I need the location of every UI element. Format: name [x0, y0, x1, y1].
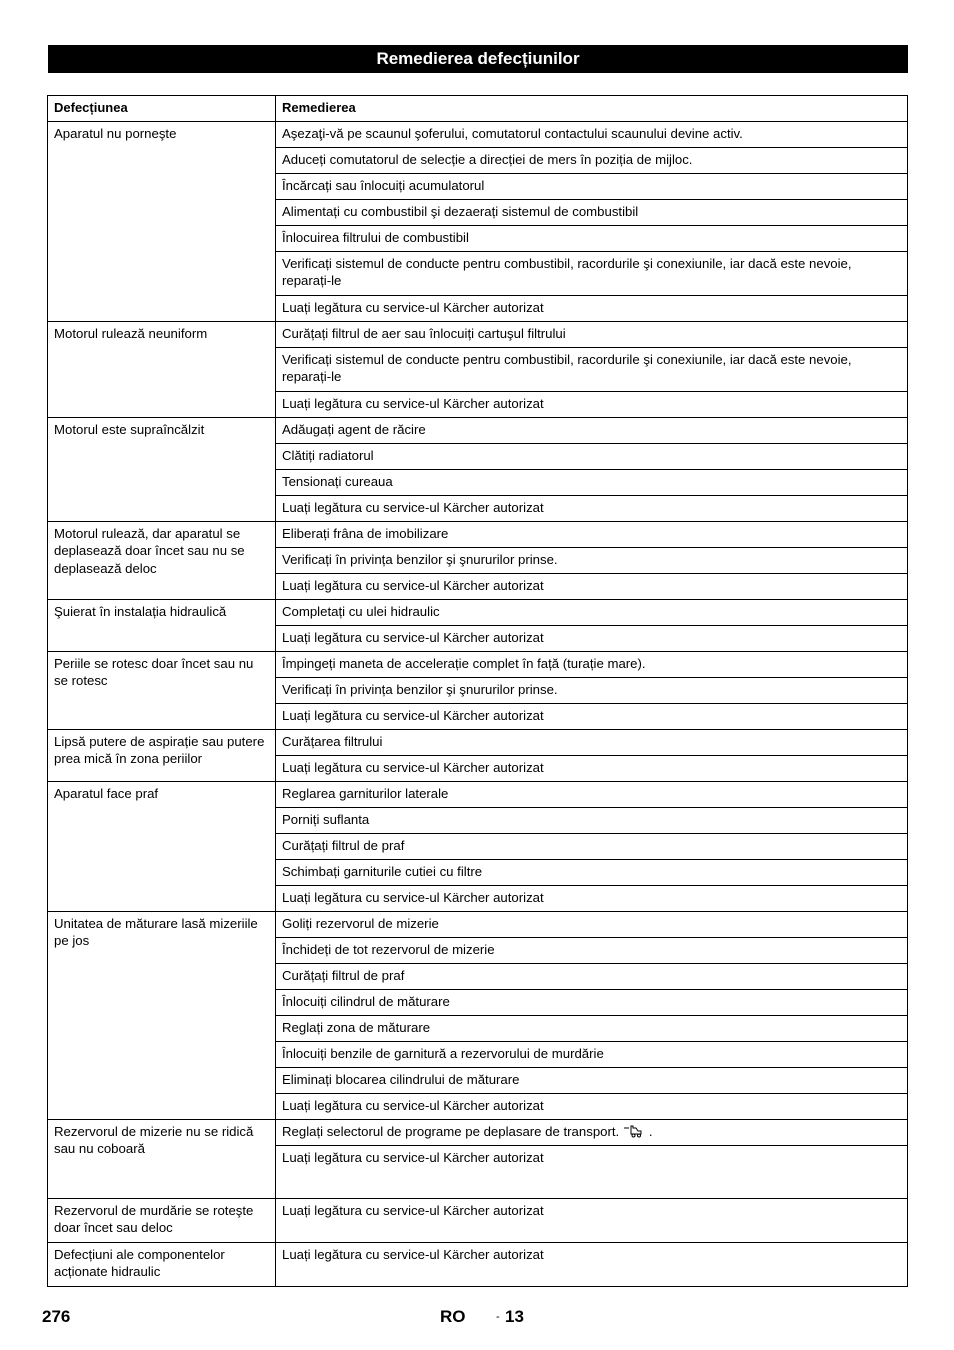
remedy-cell [276, 391, 908, 417]
remedy-cell [276, 703, 908, 729]
remedy-cell: Reglați selectorul de programe pe deplasare de transport. . [276, 1119, 908, 1145]
remedy-cell [276, 121, 908, 147]
remedy-text: Luați legătura cu service-ul Kärcher autorizat [282, 577, 544, 593]
remedy-cell [276, 443, 908, 469]
language-code: RO [440, 1307, 466, 1326]
remedy-cell [276, 833, 908, 859]
remedy-text: Clătiți radiatorul [282, 447, 374, 463]
table-row [48, 417, 908, 443]
remedy-cell [276, 547, 908, 573]
fault-cell: Şuierat în instalația hidraulică [48, 599, 276, 651]
table-row [48, 1119, 908, 1145]
table-row [48, 121, 908, 147]
section-page-number: 13 [505, 1307, 524, 1326]
table-header-row [48, 96, 908, 122]
table-row [48, 781, 908, 807]
remedy-cell [276, 1145, 908, 1198]
remedy-cell [276, 347, 908, 391]
fault-cell: Motorul este supraîncălzit [48, 417, 276, 521]
remedy-cell [276, 963, 908, 989]
transport-mode-icon [623, 1124, 645, 1138]
remedy-cell [276, 1093, 908, 1119]
remedy-text: Închideți de tot rezervorul de mizerie [282, 941, 495, 957]
remedy-cell [276, 573, 908, 599]
table-row [48, 651, 908, 677]
remedy-text: Reglați selectorul de programe pe deplasare de transport. [282, 1123, 620, 1139]
remedy-cell [276, 677, 908, 703]
remedy-text: Înlocuiți benzile de garnitură a rezervorului de murdărie [282, 1045, 604, 1061]
fault-cell: Periile se rotesc doar încet sau nu se rotesc [48, 651, 276, 729]
fault-cell: Lipsă putere de aspirație sau putere prea mică în zona periilor [48, 729, 276, 781]
remedy-text: Luați legătura cu service-ul Kärcher autorizat [282, 299, 544, 315]
remedy-text: Eliberați frâna de imobilizare [282, 525, 449, 541]
fault-cell: Motorul rulează neuniform [48, 321, 276, 417]
remedy-cell [276, 859, 908, 885]
remedy-text: Luați legătura cu service-ul Kärcher autorizat [282, 1097, 544, 1113]
remedy-cell [276, 1242, 908, 1286]
remedy-cell [276, 225, 908, 251]
remedy-text: Completați cu ulei hidraulic [282, 603, 440, 619]
remedy-text: Tensionați cureaua [282, 473, 393, 489]
remedy-text: Luați legătura cu service-ul Kärcher autorizat [282, 629, 544, 645]
remedy-text: Verificați în privința benzilor şi şnururilor prinse. [282, 551, 558, 567]
remedy-text: Curățați filtrul de aer sau înlocuiți cartuşul filtrului [282, 325, 566, 341]
remedy-cell [276, 321, 908, 347]
remedy-text: Reglați zona de măturare [282, 1019, 431, 1035]
remedy-cell [276, 651, 908, 677]
fault-cell: Unitatea de măturare lasă mizeriile pe jos [48, 911, 276, 1119]
remedy-cell [276, 199, 908, 225]
remedy-text: Aduceți comutatorul de selecție a direcției de mers în poziția de mijloc. [282, 151, 693, 167]
remedy-cell [276, 729, 908, 755]
column-header-remedy: Remedierea [276, 96, 908, 122]
remedy-text: Înlocuiți cilindrul de măturare [282, 993, 450, 1009]
remedy-text: Porniți suflanta [282, 811, 370, 827]
remedy-text: Eliminați blocarea cilindrului de măturare [282, 1071, 520, 1087]
footer-dash: - [496, 1311, 500, 1323]
remedy-cell [276, 755, 908, 781]
fault-cell: Defecțiuni ale componentelor acționate hidraulic [48, 1242, 276, 1286]
page-title: Remedierea defecțiunilor [48, 45, 908, 73]
fault-cell: Motorul rulează, dar aparatul se deplasează doar încet sau nu se deplasează deloc [48, 521, 276, 599]
remedy-text: Înlocuirea filtrului de combustibil [282, 229, 469, 245]
table-row [48, 321, 908, 347]
remedy-text: Goliți rezervorul de mizerie [282, 915, 439, 931]
remedy-cell [276, 989, 908, 1015]
remedy-cell [276, 521, 908, 547]
remedy-cell [276, 1015, 908, 1041]
remedy-text: Adăugați agent de răcire [282, 421, 426, 437]
remedy-text: Curățați filtrul de praf [282, 837, 405, 853]
remedy-text: Verificați sistemul de conducte pentru combustibil, racordurile şi conexiunile, iar dacă este nevoie, reparați-le [282, 255, 852, 289]
remedy-cell [276, 937, 908, 963]
remedy-text: Luați legătura cu service-ul Kärcher autorizat [282, 1149, 544, 1165]
remedy-text: Aşezaţi-vă pe scaunul şoferului, comutatorul contactului scaunului devine activ. [282, 125, 743, 141]
remedy-text: Luați legătura cu service-ul Kärcher autorizat [282, 395, 544, 411]
table-row [48, 521, 908, 547]
remedy-text: Luați legătura cu service-ul Kärcher autorizat [282, 889, 544, 905]
table-row [48, 1198, 908, 1242]
fault-cell: Rezervorul de murdărie se roteşte doar încet sau deloc [48, 1198, 276, 1242]
remedy-cell [276, 469, 908, 495]
remedy-text: Împingeți maneta de accelerație complet în față (turație mare). [282, 655, 646, 671]
remedy-text: Alimentați cu combustibil şi dezaerați sistemul de combustibil [282, 203, 639, 219]
remedy-cell [276, 1067, 908, 1093]
fault-cell: Aparatul face praf [48, 781, 276, 911]
remedy-cell [276, 173, 908, 199]
remedy-cell [276, 1198, 908, 1242]
page-number: 276 [42, 1307, 71, 1326]
table-row [48, 599, 908, 625]
remedy-cell [276, 295, 908, 321]
troubleshooting-table [47, 95, 908, 1287]
remedy-text: Luați legătura cu service-ul Kärcher autorizat [282, 759, 544, 775]
column-header-fault: Defecțiunea [48, 96, 276, 122]
remedy-cell [276, 885, 908, 911]
remedy-cell [276, 807, 908, 833]
remedy-text: Încărcați sau înlocuiți acumulatorul [282, 177, 485, 193]
remedy-text: Luați legătura cu service-ul Kärcher autorizat [282, 1202, 544, 1218]
remedy-text: Curățarea filtrului [282, 733, 383, 749]
remedy-cell [276, 599, 908, 625]
remedy-cell [276, 251, 908, 295]
remedy-cell [276, 911, 908, 937]
remedy-cell [276, 147, 908, 173]
remedy-text: Schimbați garniturile cutiei cu filtre [282, 863, 483, 879]
remedy-text: Reglarea garniturilor laterale [282, 785, 449, 801]
remedy-cell [276, 625, 908, 651]
remedy-cell [276, 1041, 908, 1067]
remedy-text: Curățați filtrul de praf [282, 967, 405, 983]
table-row [48, 729, 908, 755]
remedy-cell [276, 417, 908, 443]
remedy-text: Luați legătura cu service-ul Kärcher autorizat [282, 707, 544, 723]
remedy-cell [276, 495, 908, 521]
remedy-text: Verificați sistemul de conducte pentru combustibil, racordurile şi conexiunile, iar dacă este nevoie, reparați-le [282, 351, 852, 385]
table-row [48, 1242, 908, 1286]
fault-cell: Aparatul nu porneşte [48, 121, 276, 321]
fault-cell: Rezervorul de mizerie nu se ridică sau nu coboară [48, 1119, 276, 1198]
remedy-text: Verificați în privința benzilor şi şnururilor prinse. [282, 681, 558, 697]
table-row [48, 911, 908, 937]
remedy-text: Luați legătura cu service-ul Kärcher autorizat [282, 1246, 544, 1262]
remedy-text: Luați legătura cu service-ul Kärcher autorizat [282, 499, 544, 515]
remedy-cell [276, 781, 908, 807]
